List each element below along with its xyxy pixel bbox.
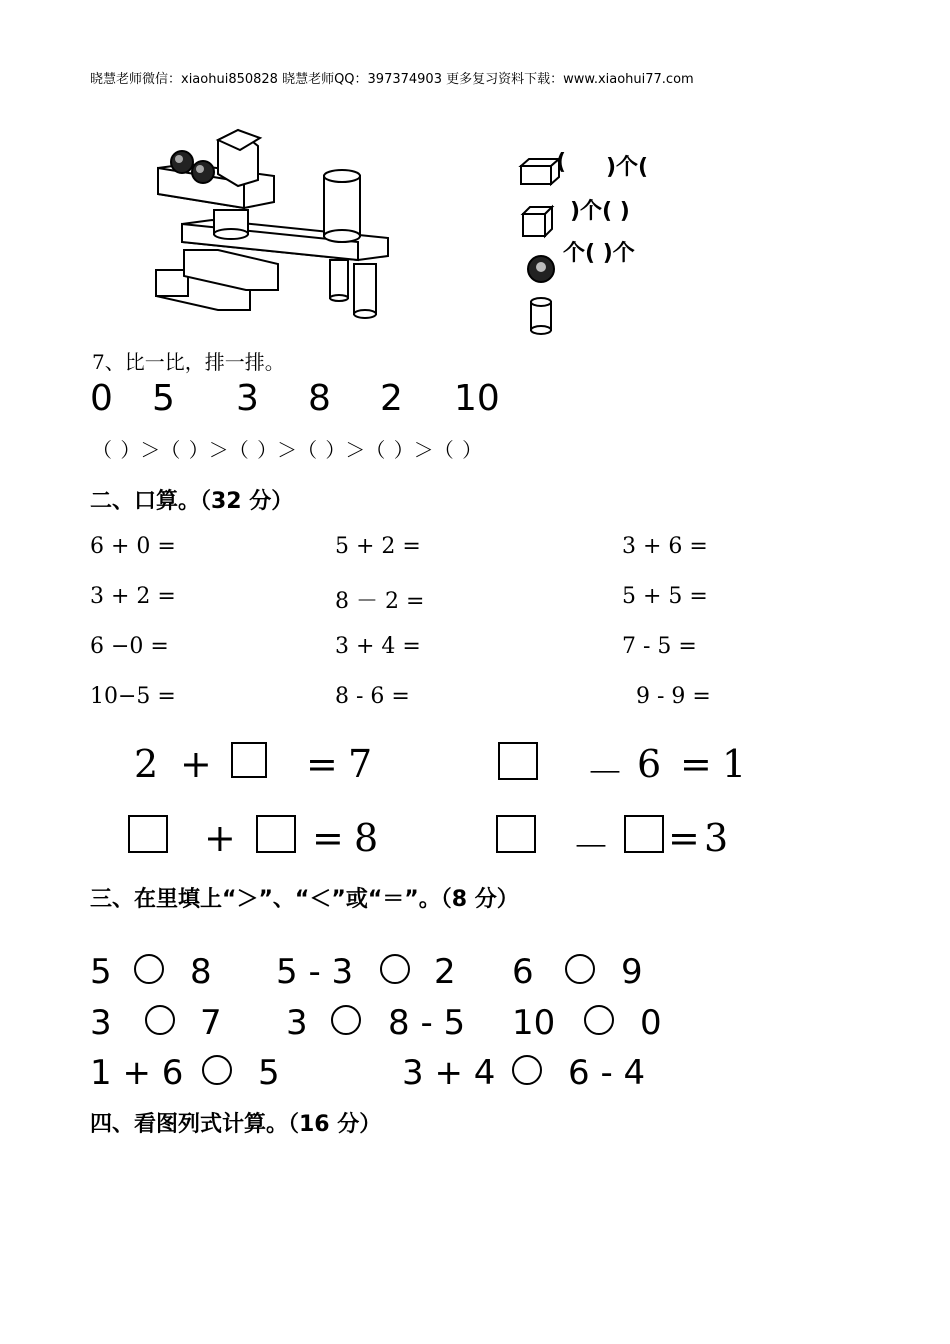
fill-op: + (204, 816, 236, 860)
compare-right: 8 (190, 952, 212, 992)
compare-left: 10 (512, 1003, 556, 1043)
compare-left: 3 (90, 1003, 112, 1043)
fill-eq: = (312, 816, 344, 860)
count-line-1: )个( (606, 155, 649, 180)
compare-circle[interactable] (145, 1005, 175, 1035)
compare-circle[interactable] (331, 1005, 361, 1035)
q7-number: 8 (308, 378, 331, 419)
q7-answer-row[interactable]: （ ）＞（ ）＞（ ）＞（ ）＞（ ）＞（ ） (92, 438, 483, 462)
compare-circle[interactable] (512, 1055, 542, 1085)
answer-box[interactable] (256, 815, 296, 853)
fill-op: － (572, 825, 611, 869)
compare-left: 5 (90, 952, 112, 992)
calc-problem: 3 + 6 = (622, 534, 708, 559)
fill-b: 6 (637, 742, 662, 786)
section2-title: 二、口算。（32 分） (90, 489, 294, 514)
compare-circle[interactable] (202, 1055, 232, 1085)
calc-problem: 5 + 2 = (335, 534, 421, 559)
q7-number: 3 (236, 378, 259, 419)
q7-number: 5 (152, 378, 175, 419)
compare-circle[interactable] (565, 954, 595, 984)
section4-title: 四、看图列式计算。（16 分） (90, 1112, 382, 1137)
shape-legend-icons (515, 150, 565, 340)
calc-problem: 8 － 2 = (335, 589, 425, 614)
fill-result: 8 (354, 816, 379, 860)
compare-right: 2 (434, 952, 456, 992)
fill-eq: = (668, 816, 700, 860)
compare-left: 6 (512, 952, 534, 992)
cube-icon (523, 207, 552, 236)
calc-problem: 6 −0 = (90, 634, 169, 659)
answer-box[interactable] (624, 815, 664, 853)
q7-title: 7、比一比，排一排。 (92, 350, 285, 374)
compare-circle[interactable] (134, 954, 164, 984)
compare-right: 6 - 4 (568, 1053, 646, 1093)
fill-eq: = (680, 742, 712, 786)
compare-right: 5 (258, 1053, 280, 1093)
count-line-2: )个( ) (570, 199, 630, 224)
q7-numbers (90, 378, 540, 424)
compare-left: 3 (286, 1003, 308, 1043)
answer-box[interactable] (496, 815, 536, 853)
count-open-paren: ( (556, 150, 567, 175)
page-header: 晓慧老师微信：xiaohui850828 晓慧老师QQ：397374903 更多复习资料下载：www.xiaohui77.com (90, 72, 694, 87)
fill-result: 3 (704, 816, 729, 860)
calc-problem: 10−5 = (90, 684, 176, 709)
calc-problem: 5 + 5 = (622, 584, 708, 609)
fill-op: － (586, 751, 625, 795)
q7-number: 0 (90, 378, 113, 419)
calc-problem: 3 + 4 = (335, 634, 421, 659)
calc-problem: 3 + 2 = (90, 584, 176, 609)
count-line-3: 个( )个 (563, 241, 635, 266)
calc-problem: 9 - 9 = (636, 684, 711, 709)
fill-a: 2 (134, 742, 159, 786)
answer-box[interactable] (231, 742, 267, 778)
compare-right: 0 (640, 1003, 662, 1043)
calc-problem: 7 - 5 = (622, 634, 697, 659)
fill-result: 7 (348, 742, 373, 786)
compare-left: 3 + 4 (402, 1053, 496, 1093)
compare-right: 9 (621, 952, 643, 992)
compare-left: 5 - 3 (276, 952, 354, 992)
stacked-shapes-illustration (148, 124, 398, 324)
compare-right: 7 (200, 1003, 222, 1043)
q7-number: 2 (380, 378, 403, 419)
q7-number: 10 (454, 378, 500, 419)
compare-right: 8 - 5 (388, 1003, 466, 1043)
fill-op: + (180, 742, 212, 786)
answer-box[interactable] (498, 742, 538, 780)
answer-box[interactable] (128, 815, 168, 853)
calc-problem: 8 - 6 = (335, 684, 410, 709)
compare-circle[interactable] (584, 1005, 614, 1035)
calc-problem: 6 + 0 = (90, 534, 176, 559)
fill-eq: = (306, 742, 338, 786)
cylinder-icon (531, 298, 551, 334)
cuboid-icon (521, 159, 559, 184)
fill-result: 1 (722, 742, 747, 786)
compare-left: 1 + 6 (90, 1053, 184, 1093)
compare-circle[interactable] (380, 954, 410, 984)
section3-title: 三、在里填上“＞”、“＜”或“＝”。（8 分） (90, 887, 519, 912)
